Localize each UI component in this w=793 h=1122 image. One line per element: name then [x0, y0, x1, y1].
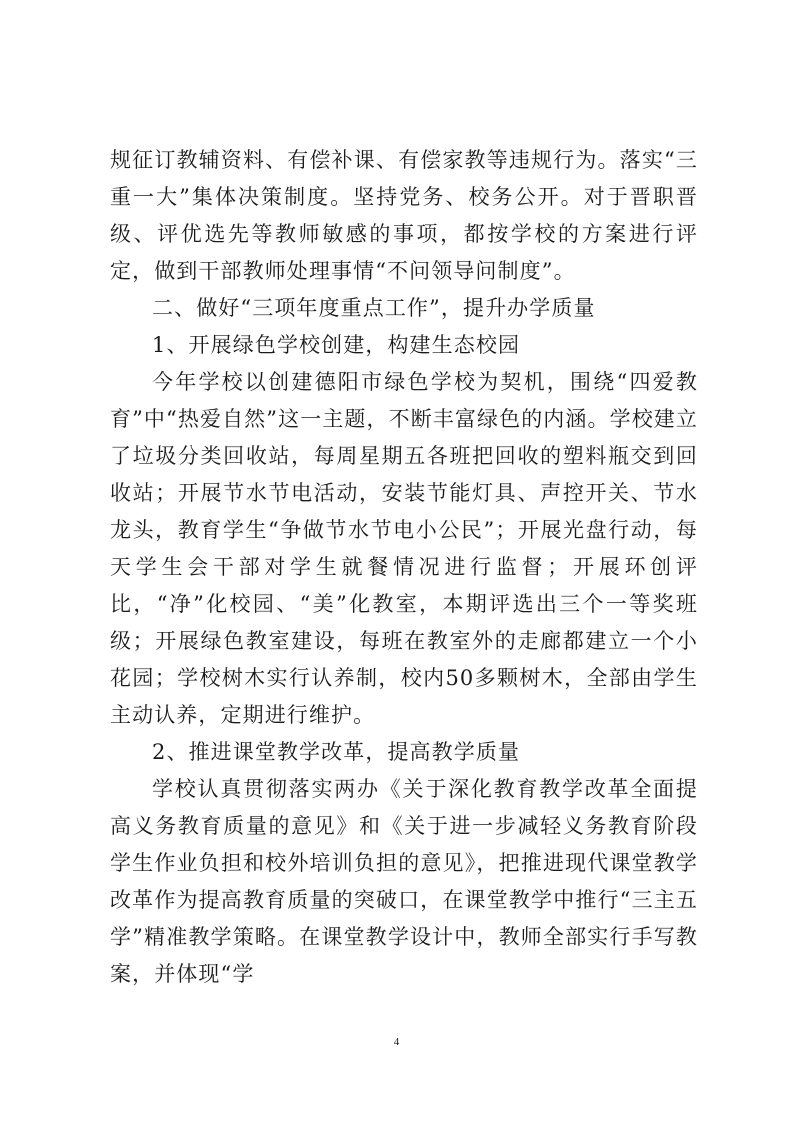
paragraph-teaching-reform: 学校认真贯彻落实两办《关于深化教育教学改革全面提高义务教育质量的意见》和《关于进一步减轻义务教育阶段学生作业负担和校外培训负担的意见》，把推进现代课堂教学改革作为提高教育质量的突破口，在课堂教学中推行“三主五学”精准教学策略。在课堂教学设计中，教师全部实行手写教案，并体现“学 — [110, 777, 698, 986]
section-heading: 二、做好“三项年度重点工作”，提升办学质量 — [152, 296, 596, 320]
page-number: 4 — [393, 1036, 400, 1048]
paragraph-green-school: 今年学校以创建德阳市绿色学校为契机，围绕“四爱教育”中“热爱自然”这一主题，不断丰富绿色的内涵。学校建立了垃圾分类回收站，每周星期五各班把回收的塑料瓶交到回收站；开展节水节电活动，安装节能灯具、声控开关、节水龙头，教育学生“争做节水节电小公民”；开展光盘行动，每天学生会干部对学生就餐情况进行监督；开展环创评比，“净”化校园、“美”化教室，本期评选出三个一等奖班级；开展绿色教室建设，每班在教室外的走廊都建立一个小花园；学校树木实行认养制，校内50多颗树木，全部由学生主动认养，定期进行维护。 — [110, 370, 699, 727]
document-body — [110, 142, 698, 993]
paragraph-continuation: 规征订教辅资料、有偿补课、有偿家教等违规行为。落实“三重一大”集体决策制度。坚持党务、校务公开。对于晋职晋级、评优选先等教师敏感的事项，都按学校的方案进行评定，做到干部教师处理事情“不问领导问制度”。 — [110, 148, 698, 283]
subsection-heading-1: 1、开展绿色学校创建，构建生态校园 — [152, 333, 521, 357]
subsection-heading-2: 2、推进课堂教学改革，提高教学质量 — [152, 740, 521, 764]
